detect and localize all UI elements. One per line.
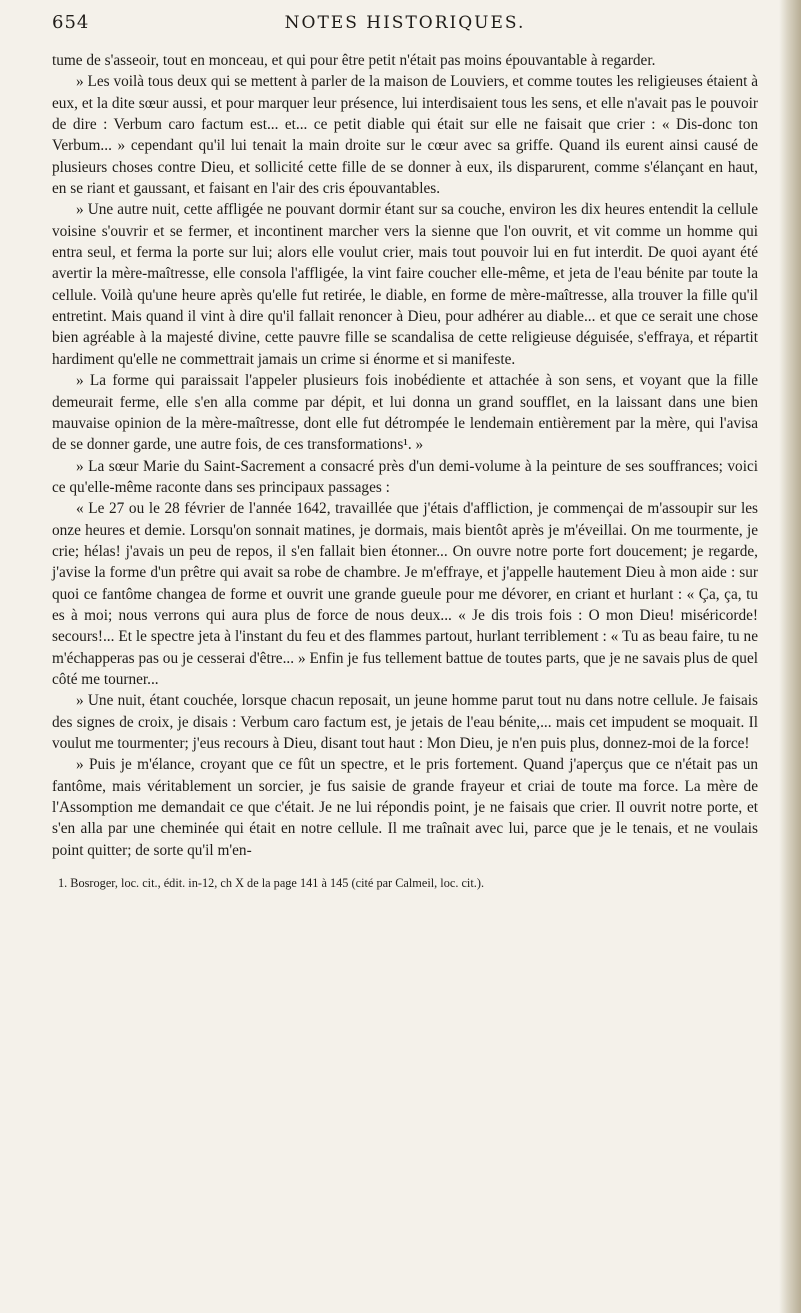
running-title: NOTES HISTORIQUES. (284, 13, 526, 33)
paragraph: » La sœur Marie du Saint-Sacrement a consacré près d'un demi-volume à la peinture de ses souffrances; voici ce qu'elle-même raconte dans ses principaux passages : (52, 457, 758, 496)
paragraph: » Une nuit, étant couchée, lorsque chacun reposait, un jeune homme parut tout nu dans notre cellule. Je faisais des signes de croix, je disais : Verbum caro factum est, je jetais de l'eau bénite,... mais cet impudent se moquait. Il voulut me tourmenter; j'eus recours à Dieu, disant tout haut : Mon Dieu, je n'en puis plus, donnez-moi de la force! (52, 692, 758, 752)
page-number: 654 (52, 12, 90, 33)
paragraph: » Puis je m'élance, croyant que ce fût un spectre, et le pris fortement. Quand j'aperçus que ce n'était pas un fantôme, mais véritablement un sorcier, je fus saisie de grande frayeur et criai de toute ma force. La mère de l'Assomption me demandait ce que c'était. Je ne lui répondis point, je ne faisais que crier. Il ouvrit notre porte, et s'en alla par une cheminée qui était en notre cellule. Il me traînait avec lui, parce que je le tenais, et ne voulais point quitter; de sorte qu'il m'en- (52, 756, 758, 859)
body-text (52, 50, 758, 861)
paragraph: tume de s'asseoir, tout en monceau, et qui pour être petit n'était pas moins épouvantable à regarder. (52, 52, 656, 69)
page-header (52, 12, 758, 42)
paragraph: » Les voilà tous deux qui se mettent à parler de la maison de Louviers, et comme toutes les religieuses étaient à eux, et la dite sœur aussi, et pour marquer leur présence, lui interdisaient tous les sens, et elle n'avait pas le pouvoir de dire : Verbum caro factum est... et... ce petit diable qui était sur elle ne faisait que crier : « Dis-donc ton Verbum... » cependant qu'il lui tenait la main droite sur le cœur avec sa griffe. Quand ils eurent ainsi causé de plusieurs choses contre Dieu, et sollicité cette fille de se donner à eux, ils disparurent, comme s'élançant en haut, en se riant et gaussant, et faisant en l'air des cris épouvantables. (52, 73, 758, 198)
page-content (52, 12, 758, 891)
paragraph: » La forme qui paraissait l'appeler plusieurs fois inobédiente et attachée à son sens, et voyant que la fille demeurait ferme, elle s'en alla comme par dépit, et lui donna un grand soufflet, en la laissant dans une bien mauvaise opinion de la mère-maîtresse, dont elle fut détrompée le lendemain entièrement par la mère, qui l'avisa de se donner garde, une autre fois, de ces transformations¹. » (52, 372, 758, 454)
footnote: 1. Bosroger, loc. cit., édit. in-12, ch X de la page 141 à 145 (cité par Calmeil, loc. cit.). (58, 876, 485, 891)
paragraph: » Une autre nuit, cette affligée ne pouvant dormir étant sur sa couche, environ les dix heures entendit la cellule voisine s'ouvrir et se fermer, et incontinent marcher vers la sienne que l'on ouvrit, et vit comme un homme qui entra seul, et ferma la porte sur lui; alors elle voulut crier, mais tout pouvoir lui en fut interdit. De quoi ayant été avertir la mère-maîtresse, elle consola l'affligée, la vint faire coucher elle-même, et jeta de l'eau bénite par toute la cellule. Voilà qu'une heure après qu'elle fut retirée, le diable, en forme de mère-maîtresse, alla trouver la fille qu'il entretint. Mais quand il vint à dire qu'il fallait renoncer à Dieu, pour adhérer au diable... et que ce serait une chose bien agréable à la majesté divine, cette pauvre fille se scandalisa de cette religieuse déguisée, s'effraya, et répartit hardiment qu'elle ne commettrait jamais un crime si énorme et si manifeste. (52, 201, 758, 368)
paragraph: « Le 27 ou le 28 février de l'année 1642, travaillée que j'étais d'affliction, je commençai de m'assoupir sur les onze heures et demie. Lorsqu'on sonnait matines, je dormais, mais bientôt après je m'éveillai. On me tourmente, je crie; hélas! j'avais un peu de repos, il s'en fallait bien étonner... On ouvre notre porte fort doucement; je regarde, j'avise la forme d'un prêtre qui avait sa robe de chambre. Je m'effraye, et j'appelle hautement Dieu à mon aide : sur quoi ce fantôme changea de forme et ouvrit une grande gueule pour me dévorer, en criant et hurlant : « Ça, ça, tu es à moi; nous verrons qui aura plus de force de nous deux... « Je dis trois fois : O mon Dieu! miséricorde! secours!... Et le spectre jeta à l'instant du feu et des flammes partout, hurlant terriblement : « Tu as beau faire, tu ne m'échapperas pas ou je cesserai d'être... » Enfin je fus tellement battue de toutes parts, que je ne savais plus de quel côté me tourner... (52, 500, 758, 688)
page-edge-shadow (779, 0, 801, 1313)
